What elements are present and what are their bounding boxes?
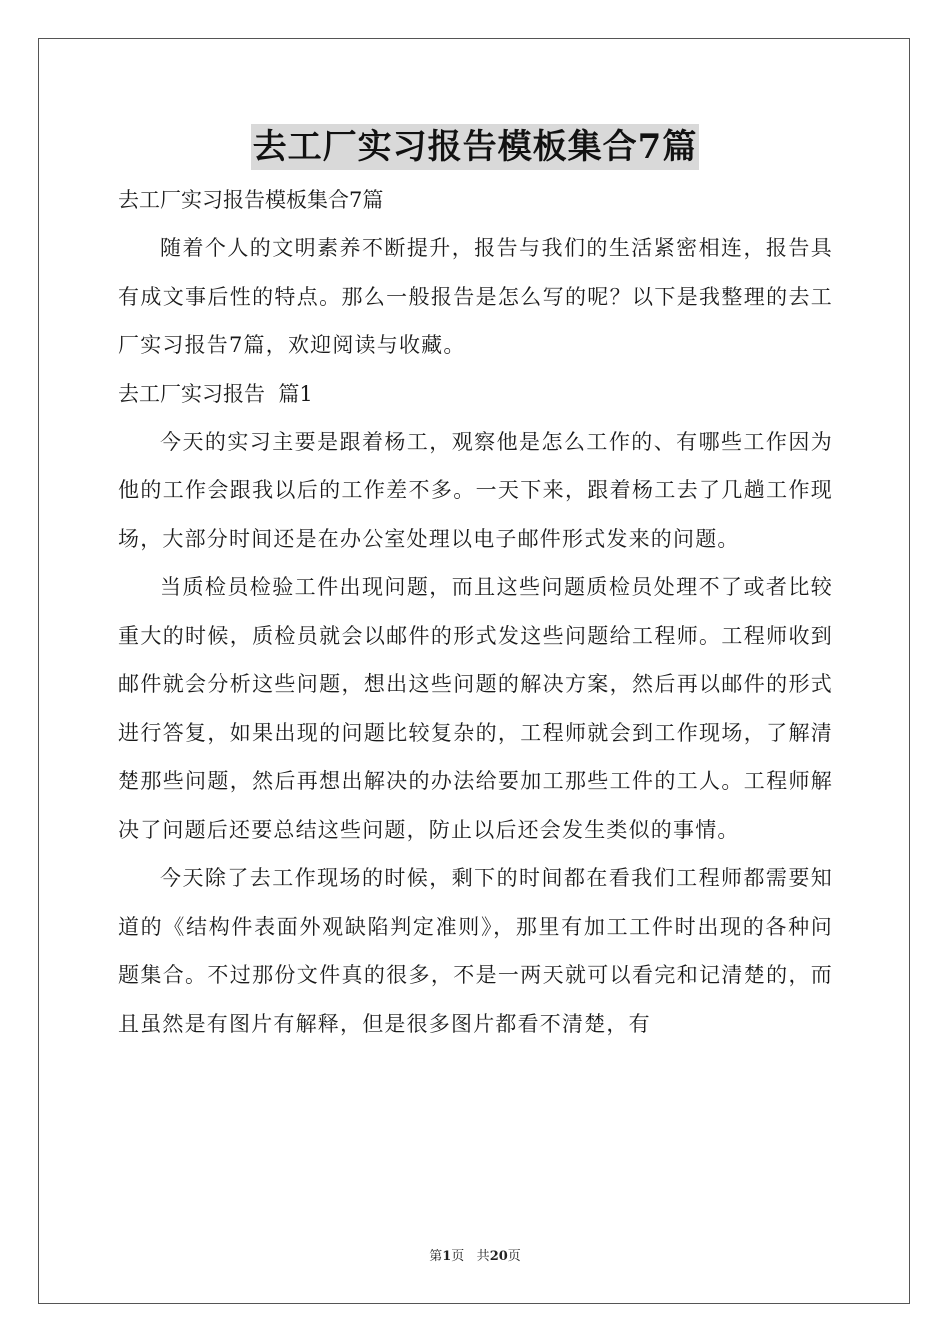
footer-total-prefix: 共 <box>476 1249 490 1264</box>
section-heading: 去工厂实习报告 篇1 <box>118 381 313 406</box>
footer-page-number: 1 <box>442 1249 452 1264</box>
body-paragraph-3: 今天除了去工作现场的时候，剩下的时间都在看我们工程师都需要知道的《结构件表面外观缺陷判定准则》，那里有加工工件时出现的各种问题集合。不过那份文件真的很多，不是一两天就可以看完和记清楚的，而且虽然是有图片有解释，但是很多图片都看不清楚，有 <box>118 866 833 1036</box>
document-subtitle: 去工厂实习报告模板集合7篇 <box>118 188 384 212</box>
body-paragraph-2: 当质检员检验工件出现问题，而且这些问题质检员处理不了或者比较重大的时候，质检员就会以邮件的形式发这些问题给工程师。工程师收到邮件就会分析这些问题，想出这些问题的解决方案，然后再以邮件的形式进行答复，如果出现的问题比较复杂的，工程师就会到工作现场，了解清楚那些问题，然后再想出解决的办法给要加工那些工件的工人。工程师解决了问题后还要总结这些问题，防止以后还会发生类似的事情。 <box>118 575 833 842</box>
title-container <box>0 124 950 170</box>
intro-paragraph: 随着个人的文明素养不断提升，报告与我们的生活紧密相连，报告具有成文事后性的特点。那么一般报告是怎么写的呢？以下是我整理的去工厂实习报告7篇，欢迎阅读与收藏。 <box>118 236 833 357</box>
footer-prefix: 第 <box>429 1249 443 1264</box>
document-title: 去工厂实习报告模板集合7篇 <box>251 124 700 170</box>
footer-total-pages: 20 <box>489 1249 508 1264</box>
document-body <box>118 176 833 1048</box>
footer-total-suffix: 页 <box>507 1249 521 1264</box>
page-footer <box>0 1248 950 1266</box>
body-paragraph-1: 今天的实习主要是跟着杨工，观察他是怎么工作的、有哪些工作因为他的工作会跟我以后的工作差不多。一天下来，跟着杨工去了几趟工作现场，大部分时间还是在办公室处理以电子邮件形式发来的问题。 <box>118 429 833 551</box>
footer-page-suffix: 页 <box>451 1249 465 1264</box>
